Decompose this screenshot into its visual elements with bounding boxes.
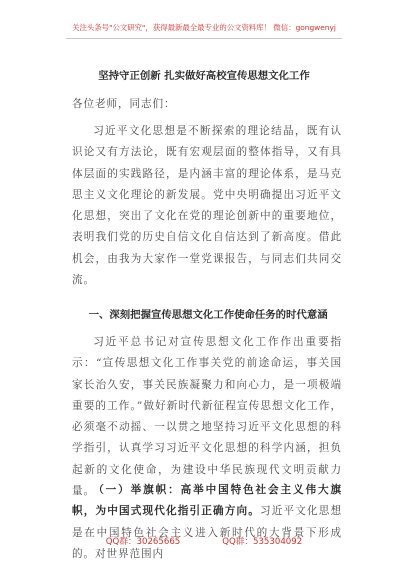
- section-heading-1: 一、深刻把握宣传思想文化工作使命任务的时代意涵: [88, 309, 328, 321]
- footer-qq-group-1: QQ群：30265665: [105, 537, 181, 547]
- footer-qq-group-2: QQ群：535304092: [222, 537, 303, 547]
- paragraph-subsection-1: [72, 480, 342, 565]
- paragraph-intro: 习近平文化思想是不断探索的理论结晶，既有认识论又有方法论，既有宏观层面的整体指导，又有具体层面的实践路径，是内涵丰富的理论体系，是马克思主义文化理论的新发展。党中央明确提出习近平文化思想，突出了文化在党的理论创新中的重要地位，表明我们党的历史自信文化自信达到了新高度。借此机会，由我为大家作一堂党课报告，与同志们共同交流。: [72, 125, 342, 287]
- document-title: 坚持守正创新 扎实做好高校宣传思想文化工作: [98, 70, 310, 82]
- paragraph-subsection-1-text: 习近平文化思想是在中国特色社会主义进入新时代的大背景下形成的。对世界范围内: [72, 505, 342, 560]
- footer-contacts: [0, 535, 408, 547]
- paragraph-section-1: 习近平总书记对宣传思想文化工作作出重要指示：“宣传思想文化工作事关党的前途命运，事关国家长治久安，事关民族凝聚力和向心力，是一项极端重要的工作。”做好新时代新征程宣传思想文化工作，必须毫不动摇、一以贯之地坚持习近平文化思想的科学指引，认真学习习近平文化思想的科学内涵，担负起新的文化使命，为建设中华民族现代文明贡献力量。: [72, 336, 342, 498]
- salutation: 各位老师，同志们：: [72, 98, 176, 110]
- subsection-heading-1: （一）举旗帜：高举中国特色社会主义伟大旗帜，为中国式现代化指引正确方向。: [72, 484, 342, 518]
- promo-banner: 关注头条号"公文研究"，获得最新最全最专业的公文资料库！ 微信：gongwenyj: [72, 23, 336, 32]
- header-divider: [66, 38, 342, 39]
